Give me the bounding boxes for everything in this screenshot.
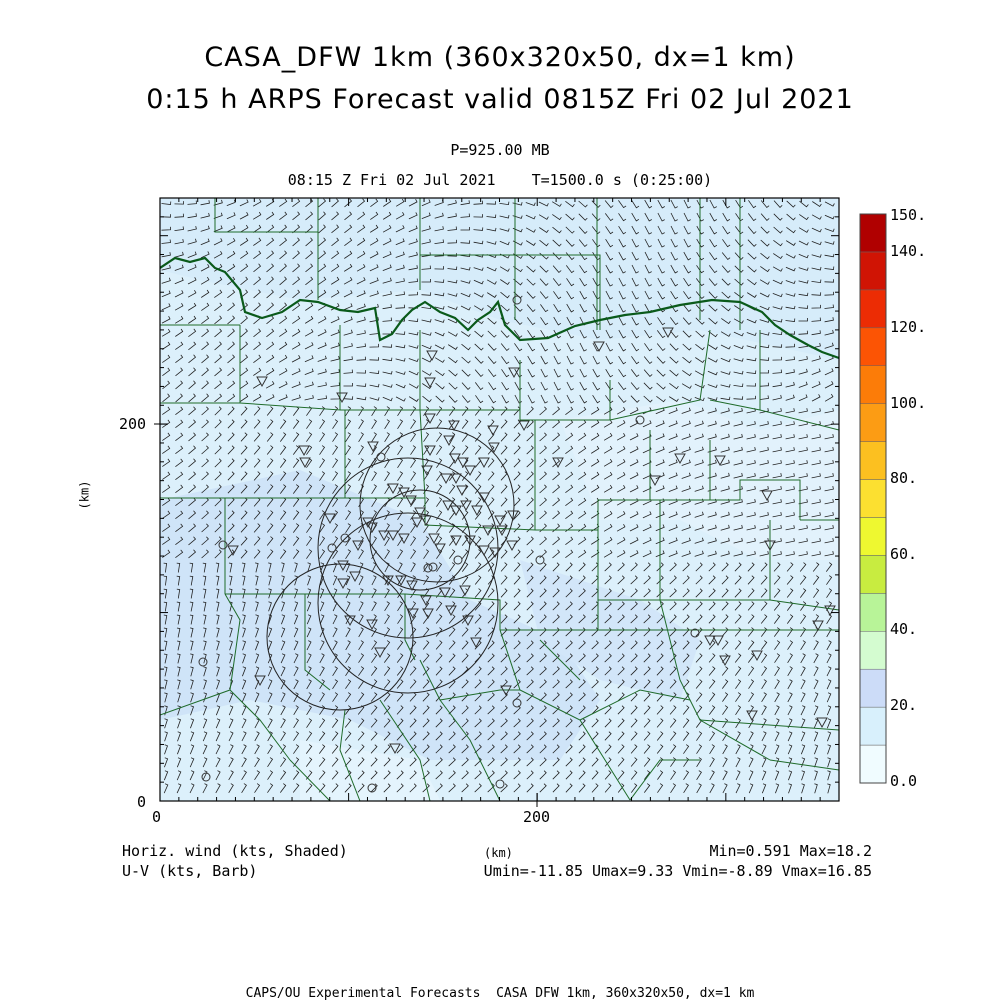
colorbar-segment	[860, 517, 886, 555]
colorbar-segment	[860, 442, 886, 480]
colorbar-segment	[860, 366, 886, 404]
colorbar	[860, 214, 886, 783]
colorbar-label: 120.	[890, 318, 927, 336]
colorbar-segment	[860, 404, 886, 442]
colorbar-label: 20.	[890, 696, 918, 714]
colorbar-segment	[860, 480, 886, 518]
colorbar-segment	[860, 214, 886, 252]
pressure-level: P=925.00 MB	[450, 141, 550, 159]
footer-credit: CAPS/OU Experimental Forecasts CASA DFW 1km, 360x320x50, dx=1 km	[245, 986, 755, 1001]
colorbar-segment	[860, 707, 886, 745]
y-axis-label: (km)	[77, 480, 92, 510]
colorbar-label: 80.	[890, 469, 918, 487]
colorbar-label: 0.0	[890, 772, 918, 790]
colorbar-label: 100.	[890, 394, 927, 412]
main-title-line1: CASA_DFW 1km (360x320x50, dx=1 km)	[204, 42, 796, 73]
x-axis-label: (km)	[484, 846, 513, 860]
x-tick-0: 0	[152, 808, 162, 826]
footer-min-max: Min=0.591 Max=18.2	[709, 842, 872, 860]
colorbar-segment	[860, 328, 886, 366]
colorbar-label: 150.	[890, 206, 927, 224]
x-tick-200: 200	[523, 808, 551, 826]
colorbar-segment	[860, 252, 886, 290]
y-tick-200: 200	[119, 415, 147, 433]
colorbar-segment	[860, 593, 886, 631]
colorbar-segment	[860, 290, 886, 328]
colorbar-label: 140.	[890, 242, 927, 260]
y-tick-0: 0	[137, 793, 147, 811]
valid-time: 08:15 Z Fri 02 Jul 2021 T=1500.0 s (0:25:00)	[287, 171, 713, 189]
colorbar-segment	[860, 631, 886, 669]
footer-barb-field: U-V (kts, Barb)	[122, 862, 258, 880]
footer-uv-range: Umin=-11.85 Umax=9.33 Vmin=-8.89 Vmax=16.85	[483, 862, 872, 880]
colorbar-segment	[860, 745, 886, 783]
colorbar-label: 60.	[890, 545, 918, 563]
colorbar-segment	[860, 555, 886, 593]
colorbar-segment	[860, 669, 886, 707]
footer-shaded-field: Horiz. wind (kts, Shaded)	[122, 842, 348, 860]
main-title-line2: 0:15 h ARPS Forecast valid 0815Z Fri 02 Jul 2021	[146, 84, 854, 115]
colorbar-label: 40.	[890, 620, 918, 638]
